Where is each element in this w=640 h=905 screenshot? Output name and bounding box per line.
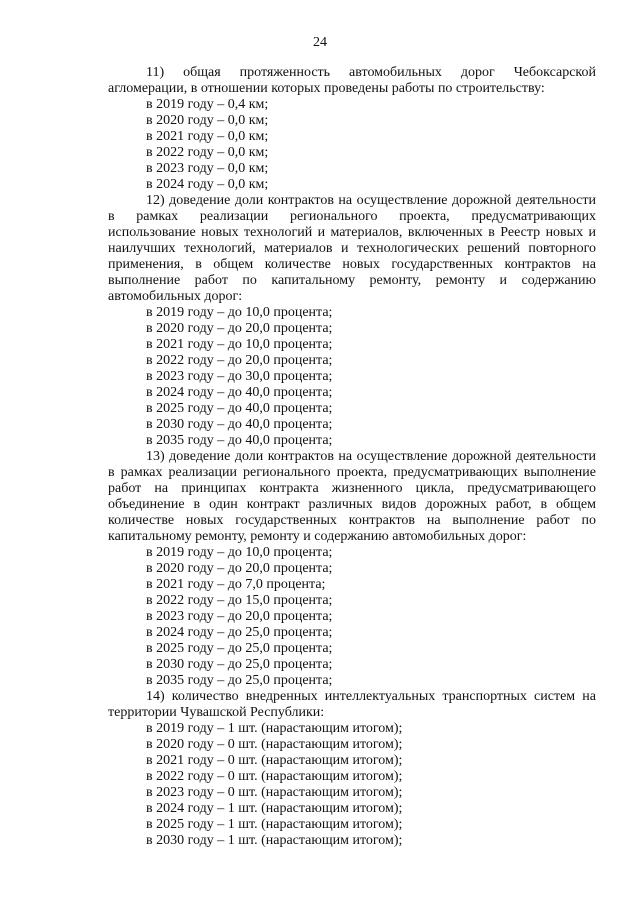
section-4-year-item: в 2023 году – 0 шт. (нарастающим итогом); xyxy=(146,785,403,800)
page-number: 24 xyxy=(313,35,327,50)
section-4-year-item: в 2025 году – 1 шт. (нарастающим итогом); xyxy=(146,817,403,832)
section-2-year-item: в 2030 году – до 40,0 процента; xyxy=(146,417,333,432)
section-2-year-item: в 2025 году – до 40,0 процента; xyxy=(146,401,333,416)
section-1-year-item: в 2021 году – 0,0 км; xyxy=(146,129,269,144)
section-3-year-item: в 2022 году – до 15,0 процента; xyxy=(146,593,333,608)
section-3-year-item: в 2024 году – до 25,0 процента; xyxy=(146,625,333,640)
section-2-year-item: в 2023 году – до 30,0 процента; xyxy=(146,369,333,384)
section-3-year-item: в 2020 году – до 20,0 процента; xyxy=(146,561,333,576)
section-2-year-item: в 2022 году – до 20,0 процента; xyxy=(146,353,333,368)
section-4-intro: 14) количество внедренных интеллектуальных транспортных систем на территории Чувашской Республики: xyxy=(108,689,596,720)
section-4-year-item: в 2019 году – 1 шт. (нарастающим итогом); xyxy=(146,721,403,736)
section-3-year-item: в 2035 году – до 25,0 процента; xyxy=(146,673,333,688)
section-2-year-item: в 2021 году – до 10,0 процента; xyxy=(146,337,333,352)
section-3-year-item: в 2023 году – до 20,0 процента; xyxy=(146,609,333,624)
section-4-year-item: в 2021 году – 0 шт. (нарастающим итогом); xyxy=(146,753,403,768)
section-3-year-item: в 2030 году – до 25,0 процента; xyxy=(146,657,333,672)
document-body xyxy=(108,65,596,849)
section-3-year-item: в 2019 году – до 10,0 процента; xyxy=(146,545,333,560)
section-1-intro: 11) общая протяженность автомобильных дорог Чебоксарской агломерации, в отношении которых проведены работы по строительству: xyxy=(108,65,596,96)
section-1-year-item: в 2024 году – 0,0 км; xyxy=(146,177,269,192)
section-1-year-item: в 2020 году – 0,0 км; xyxy=(146,113,269,128)
section-3-intro: 13) доведение доли контрактов на осуществление дорожной деятельности в рамках реализации регионального проекта, предусматривающих выполнение работ на принципах контракта жизненного цикла, предусматривающего объединение в один контракт различных видов дорожных работ, в общем количестве новых государственных контрактов на выполнение работ по капитальному ремонту, ремонту и содержанию автомобильных дорог: xyxy=(108,449,596,544)
section-4-year-item: в 2020 году – 0 шт. (нарастающим итогом); xyxy=(146,737,403,752)
section-2-intro: 12) доведение доли контрактов на осуществление дорожной деятельности в рамках реализации регионального проекта, предусматривающих использование новых технологий и материалов, включенных в Реестр новых и наилучших технологий, материалов и технологических решений повторного применения, в общем количестве новых государственных контрактов на выполнение работ по капитальному ремонту, ремонту и содержанию автомобильных дорог: xyxy=(108,193,596,304)
section-2-year-item: в 2019 году – до 10,0 процента; xyxy=(146,305,333,320)
section-1-year-item: в 2022 году – 0,0 км; xyxy=(146,145,269,160)
section-2-year-item: в 2020 году – до 20,0 процента; xyxy=(146,321,333,336)
section-3-year-item: в 2025 году – до 25,0 процента; xyxy=(146,641,333,656)
section-1-year-item: в 2019 году – 0,4 км; xyxy=(146,97,269,112)
section-2-year-item: в 2024 году – до 40,0 процента; xyxy=(146,385,333,400)
section-4-year-item: в 2022 году – 0 шт. (нарастающим итогом); xyxy=(146,769,403,784)
section-2-year-item: в 2035 году – до 40,0 процента; xyxy=(146,433,333,448)
section-1-year-item: в 2023 году – 0,0 км; xyxy=(146,161,269,176)
section-4-year-item: в 2030 году – 1 шт. (нарастающим итогом); xyxy=(146,833,403,848)
section-4-year-item: в 2024 году – 1 шт. (нарастающим итогом); xyxy=(146,801,403,816)
section-3-year-item: в 2021 году – до 7,0 процента; xyxy=(146,577,326,592)
